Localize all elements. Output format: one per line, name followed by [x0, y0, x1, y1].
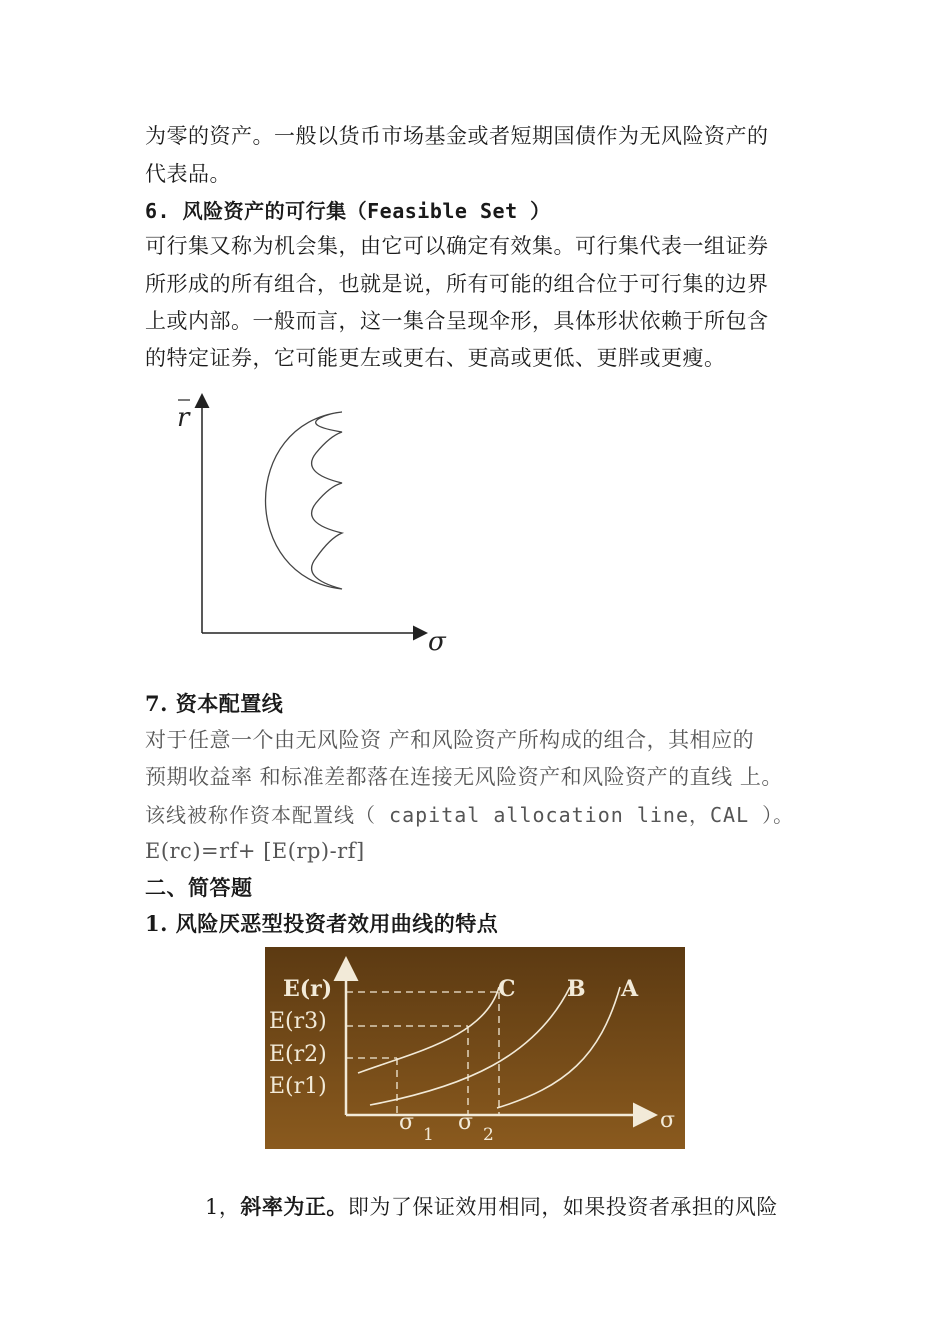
paragraph-line: 所形成的所有组合，也就是说，所有可能的组合位于可行集的边界	[145, 272, 769, 296]
heading-cal: 7. 资本配置线	[145, 691, 284, 716]
question-heading: 1. 风险厌恶型投资者效用曲线的特点	[145, 911, 499, 936]
tick-2: 2	[483, 1125, 494, 1145]
label-er1: E(r1)	[269, 1074, 327, 1099]
label-er: E(r)	[283, 976, 333, 1002]
label-curve-c: C	[498, 976, 516, 1002]
feasible-set-boundary	[266, 412, 343, 589]
paragraph-line: 代表品。	[145, 162, 231, 186]
feasible-set-figure	[170, 388, 460, 658]
label-curve-a: A	[621, 976, 639, 1002]
paragraph-line: 预期收益率 和标准差都落在连接无风险资产和风险资产的直线 上。	[145, 765, 783, 789]
tick-1: 1	[423, 1125, 434, 1145]
x-axis-label: σ	[428, 627, 446, 657]
paragraph-line: 对于任意一个由无风险资 产和风险资产所构成的组合，其相应的	[145, 728, 755, 752]
paragraph-line: 可行集又称为机会集，由它可以确定有效集。可行集代表一组证券	[145, 234, 769, 258]
heading-feasible-set: 6. 风险资产的可行集（Feasible Set ）	[145, 199, 551, 223]
paragraph-line: 为零的资产。一般以货币市场基金或者短期国债作为无风险资产的	[145, 124, 769, 148]
answer-prefix: 1，	[205, 1195, 241, 1219]
label-sigma: σ	[660, 1108, 676, 1133]
y-axis-label: r	[177, 403, 190, 433]
label-er2: E(r2)	[269, 1042, 327, 1067]
label-curve-b: B	[567, 976, 586, 1002]
tick-sigma1: σ	[399, 1110, 415, 1135]
utility-curves-figure	[265, 947, 685, 1149]
formula: E(rc)=rf+ [E(rp)-rf]	[145, 839, 365, 863]
answer-line	[205, 1192, 778, 1222]
paragraph-line: 上或内部。一般而言，这一集合呈现伞形，具体形状依赖于所包含	[145, 309, 769, 333]
answer-bold: 斜率为正。	[240, 1194, 348, 1219]
section-heading: 二、简答题	[145, 875, 253, 900]
label-er3: E(r3)	[269, 1009, 327, 1034]
answer-rest: 即为了保证效用相同，如果投资者承担的风险	[347, 1195, 778, 1219]
tick-sigma2: σ	[458, 1110, 474, 1135]
paragraph-line: 该线被称作资本配置线（ capital allocation line，CAL ）。	[145, 803, 795, 827]
paragraph-line: 的特定证券，它可能更左或更右、更高或更低、更胖或更瘦。	[145, 346, 726, 370]
